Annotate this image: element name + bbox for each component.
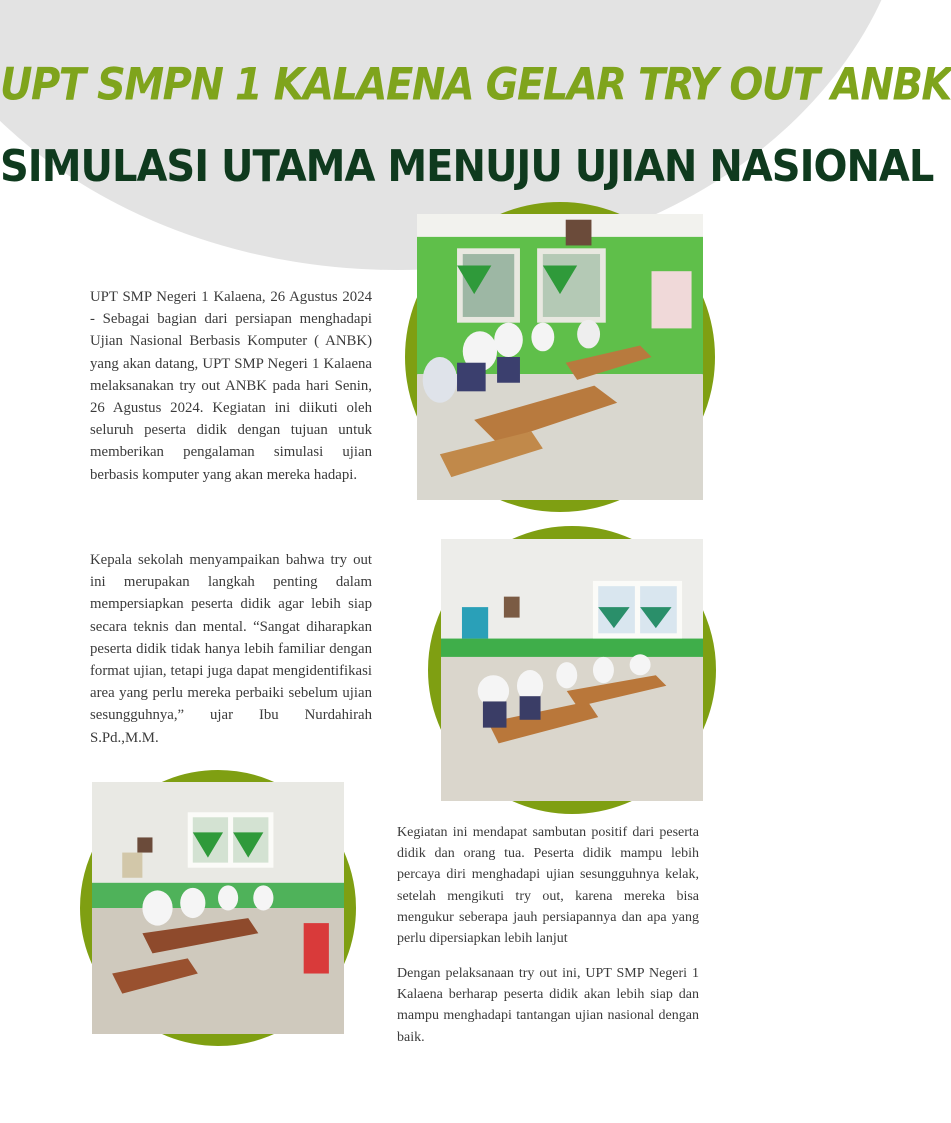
classroom-photo-2 (428, 526, 716, 814)
article-paragraph-4: Dengan pelaksanaan try out ini, UPT SMP Negeri 1 Kalaena berharap peserta didik akan lebih siap dan mampu menghadapi tantangan ujian nasional dengan baik. (397, 966, 699, 1045)
classroom-photo-3 (80, 770, 356, 1046)
classroom-photo-1 (405, 202, 715, 512)
article-paragraph-3: Kegiatan ini mendapat sambutan positif dari peserta didik dan orang tua. Peserta didik mampu lebih percaya diri menghadapi ujian sesungguhnya kelak, setelah mengikuti try out, karena mereka bisa mengukur seberapa jauh persiapannya dan apa yang perlu dipersiapkan lebih lanjut (397, 825, 699, 947)
article-subheadline: SIMULASI UTAMA MENUJU UJIAN NASIONAL (0, 142, 934, 192)
article-headline: UPT SMPN 1 KALAENA GELAR TRY OUT ANBK (0, 59, 951, 111)
article-paragraph-1: UPT SMP Negeri 1 Kalaena, 26 Agustus 2024 - Sebagai bagian dari persiapan menghadapi Ujian Nasional Berbasis Komputer ( ANBK) yang akan datang, UPT SMP Negeri 1 Kalaena melaksanakan try out ANBK pada hari Senin, 26 Agustus 2024. Kegiatan ini diikuti oleh seluruh peserta didik dengan tujuan untuk memberikan pengalaman simulasi ujian berbasis komputer yang akan mereka hadapi. (90, 289, 372, 483)
article-paragraph-2: Kepala sekolah menyampaikan bahwa try out ini merupakan langkah penting dalam mempersiapkan peserta didik agar lebih siap secara teknis dan mental. “Sangat diharapkan peserta didik tidak hanya lebih familiar dengan format ujian, tetapi juga dapat mengidentifikasi area yang perlu mereka perbaiki sebelum ujian sesungguhnya,” ujar Ibu Nurdahirah S.Pd.,M.M. (90, 552, 372, 746)
